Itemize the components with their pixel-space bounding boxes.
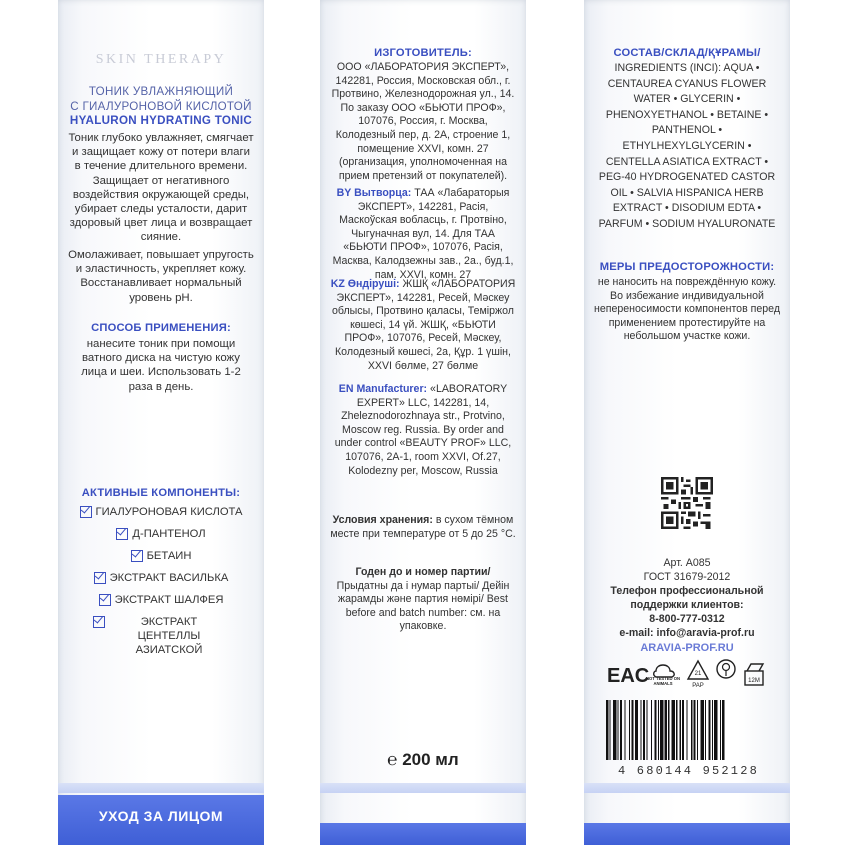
stripe-light xyxy=(320,783,526,793)
category-label: УХОД ЗА ЛИЦОМ xyxy=(98,808,224,824)
kz-text: ЖШҚ «ЛАБОРАТОРИЯ ЭКСПЕРТ», 142281, Ресей, Мәскеу облысы, Протвино қаласы, Теміржол көшесі, 14 үй. ЖШҚ, «БЬЮТИ ПРОФ», 107076, Ресей, Мәскеу, Колодезный көшесі, 2а, Құр. 1 үшін, XXVI бөлме, 27 бөлме xyxy=(332,278,516,372)
description-1: Тоник глубоко увлажняет, смягчает и защищает кожу от потери влаги в течение длительного времени. Защищает от негативного воздействия окружающей среды, убирает следы усталости, дарит здоровый цвет лица и возвращает сияние. xyxy=(68,132,254,244)
certification-icons xyxy=(604,655,774,691)
caution-text: не наносить на повреждённую кожу. Во избежание индивидуальной непереносимости компонентов перед применением протестируйте на небольшом участке кожи. xyxy=(594,276,781,343)
title-en: HYALURON HYDRATING TONIC xyxy=(69,114,253,127)
usage-text: нанесите тоник при помощи ватного диска на чистую кожу лица и шеи. Использовать 1-2 раза в день. xyxy=(81,338,241,393)
checkbox-icon xyxy=(80,506,92,518)
right-panel xyxy=(584,0,790,845)
by-text: ТАА «Лабараторыя ЭКСПЕРТ», 142281, Расія, Маскоўская вобласць, г. Протвіно, Чыгуначная вул, 14. Для ТАА «БЬЮТИ ПРОФ», 107076, Расія, Масква, Калодзежны зав., 2а., буд.1, пам. XXVI, комн. 27 xyxy=(332,187,514,281)
best-before-label: Годен до и номер партии/ xyxy=(355,566,491,578)
en-label: EN Manufacturer: xyxy=(338,383,428,395)
storage-label: Условия хранения: xyxy=(332,514,433,526)
gost: ГОСТ 31679-2012 xyxy=(643,571,731,583)
middle-panel xyxy=(320,0,526,845)
checkbox-icon xyxy=(116,528,128,540)
stripe-light xyxy=(584,783,790,793)
actives-list xyxy=(58,505,264,665)
checkbox-icon xyxy=(131,550,143,562)
recycle-pap-icon xyxy=(688,661,708,689)
composition-text: INGREDIENTS (INCI): AQUA • CENTAUREA CYANUS FLOWER WATER • GLYCERIN • PHENOXYETHANOL • BETAINE • PANTHENOL • ETHYLHEXYLGLYCERIN • CENTELLA ASIATICA EXTRACT • PEG-40 HYDROGENATED CASTOR OIL • SALVIA HISPANICA HERB EXTRACT • DISODIUM EDTA • PARFUM • SODIUM HYALURONATE xyxy=(598,62,776,230)
phone-label: Телефон профессиональной поддержки клиентов: xyxy=(610,585,764,612)
barcode-icon xyxy=(606,700,771,760)
best-before-text: Прыдатны да і нумар партыі/ Дейін жарамды және партия нөмірі/ Best before and batch number: см. на упаковке. xyxy=(336,579,510,633)
storage-block xyxy=(330,514,516,541)
volume: ℮ 200 мл xyxy=(387,750,459,769)
storage-text: в сухом тёмном месте при температуре от 5 до 25 °C. xyxy=(330,514,516,540)
eac-mark: EAC xyxy=(607,665,650,687)
qr-code-icon xyxy=(661,477,713,529)
kz-block xyxy=(330,278,516,373)
brand-name: SKIN THERAPY xyxy=(95,52,227,67)
phone-number: 8-800-777-0312 xyxy=(649,613,725,625)
left-panel xyxy=(58,0,264,845)
active-item: ГИАЛУРОНОВАЯ КИСЛОТА xyxy=(58,505,264,519)
maker-title: ИЗГОТОВИТЕЛЬ: xyxy=(374,47,472,59)
actives-title: АКТИВНЫЕ КОМПОНЕНТЫ: xyxy=(81,487,241,499)
best-before-block xyxy=(330,566,516,634)
period-after-opening-icon xyxy=(745,664,763,685)
bottom-band xyxy=(584,823,790,845)
caution-title: МЕРЫ ПРЕДОСТОРОЖНОСТИ: xyxy=(599,261,775,273)
en-text: «LABORATORY EXPERT» LLC, 142281, 14, Zheleznodorozhnaya str., Protvino, Moscow reg. Russia. By order and under control «BEAUTY PROF» LLC, 107076, 2A-1, room XXVI, Of.27, Kolodezny per, Moscow, Russia xyxy=(334,383,512,477)
en-block xyxy=(330,383,516,478)
title-ru-line1: ТОНИК УВЛАЖНЯЮЩИЙ xyxy=(88,85,234,98)
active-item: БЕТАИН xyxy=(58,549,264,563)
kz-label: KZ Өндіруші: xyxy=(330,278,400,290)
barcode-number: 4 680144 952128 xyxy=(617,764,760,778)
pao-label: 12M xyxy=(748,678,760,684)
email-label: e-mail: xyxy=(619,627,654,639)
by-label: BY Вытворца: xyxy=(336,187,412,199)
checkbox-icon xyxy=(94,572,106,584)
checkbox-icon xyxy=(99,594,111,606)
website: ARAVIA-PROF.RU xyxy=(640,642,734,654)
composition-title: СОСТАВ/СКЛАД/ҚҰРАМЫ/ xyxy=(613,47,761,59)
title-ru-line2: С ГИАЛУРОНОВОЙ КИСЛОТОЙ xyxy=(70,99,252,113)
description-2: Омолаживает, повышает упругость и эластичность, укрепляет кожу. Восстанавливает нормальный уровень pH. xyxy=(68,249,254,304)
checkbox-icon xyxy=(93,616,105,628)
email-line xyxy=(594,626,780,640)
stripe-light xyxy=(58,783,264,793)
pap-label: PAP xyxy=(692,683,704,689)
active-item: ЭКСТРАКТ ЦЕНТЕЛЛЫ АЗИАТСКОЙ xyxy=(58,615,264,657)
by-block xyxy=(330,187,516,282)
not-tested-label: NOT TESTED ON ANIMALS xyxy=(646,677,680,686)
pap-number: 21 xyxy=(694,671,702,677)
article-number: Арт. А085 xyxy=(663,557,711,569)
maker-text: ООО «ЛАБОРАТОРИЯ ЭКСПЕРТ», 142281, Россия, Московская обл., г. Протвино, Железнодорожная ул., 14. По заказу ООО «БЬЮТИ ПРОФ», 107076, Россия, г. Москва, Колодезный пер, д. 2А, строение 1, помещение XXVI, комн. 27 (организация, уполномоченная на прием претензий от покупателей). xyxy=(331,61,515,182)
usage-title: СПОСОБ ПРИМЕНЕНИЯ: xyxy=(91,322,231,334)
active-item: Д-ПАНТЕНОЛ xyxy=(58,527,264,541)
email-address: info@aravia-prof.ru xyxy=(656,627,755,639)
mirror-icon xyxy=(717,660,735,678)
active-item: ЭКСТРАКТ ШАЛФЕЯ xyxy=(58,593,264,607)
active-item: ЭКСТРАКТ ВАСИЛЬКА xyxy=(58,571,264,585)
product-title xyxy=(58,85,264,129)
bottom-band xyxy=(320,823,526,845)
